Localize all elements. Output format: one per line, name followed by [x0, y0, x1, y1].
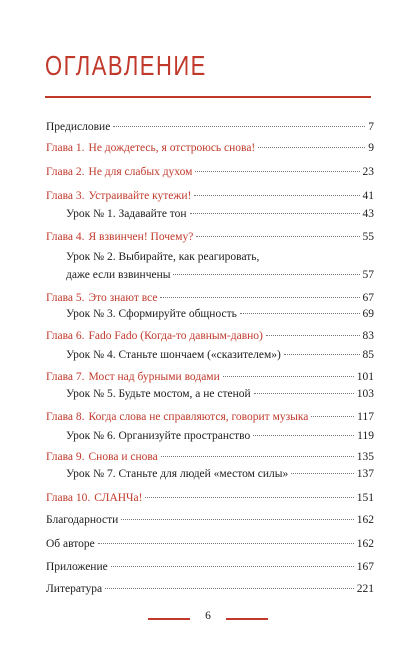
entry-page: 7	[368, 121, 374, 133]
entry-page: 67	[362, 292, 374, 304]
chapter-label: Глава 8.	[46, 411, 85, 423]
entry-title: Мост над бурными водами	[88, 371, 220, 383]
toc-entry-chapter-3[interactable]	[46, 189, 374, 203]
entry-page: 221	[356, 583, 374, 595]
toc-entry-appendix[interactable]	[46, 560, 374, 574]
leader-dots	[161, 456, 354, 457]
entry-page: 23	[362, 166, 374, 178]
entry-page: 135	[356, 451, 374, 463]
title-divider	[45, 96, 371, 98]
toc-entry-acknowledgements[interactable]	[46, 513, 374, 527]
entry-page: 117	[357, 411, 374, 423]
chapter-label: Глава 10.	[46, 492, 91, 504]
footer-rule-right	[226, 618, 268, 620]
entry-title: Урок № 5. Будьте мостом, а не стеной	[66, 388, 251, 400]
leader-dots	[266, 335, 360, 336]
toc-entry-chapter-2[interactable]	[46, 165, 374, 179]
entry-page: 69	[362, 308, 374, 320]
leader-dots	[253, 435, 354, 436]
entry-title: Урок № 1. Задавайте тон	[66, 208, 187, 220]
entry-page: 162	[356, 514, 374, 526]
leader-dots	[173, 274, 359, 275]
entry-title: Урок № 7. Станьте для людей «местом силы»	[66, 468, 289, 480]
entry-title: Литература	[46, 583, 103, 595]
toc-entry-lesson-5[interactable]	[66, 387, 374, 401]
toc-entry-about-author[interactable]	[46, 537, 374, 551]
toc-entry-chapter-8[interactable]	[46, 410, 374, 424]
leader-dots	[223, 376, 354, 377]
leader-dots	[105, 588, 354, 589]
leader-dots	[311, 416, 354, 417]
toc-entry-chapter-4[interactable]	[46, 230, 374, 244]
toc-entry-literature[interactable]	[46, 582, 374, 596]
leader-dots	[145, 497, 353, 498]
toc-entry-chapter-7[interactable]	[46, 370, 374, 384]
entry-title: Урок № 2. Выбирайте, как реагировать,	[66, 251, 260, 263]
leader-dots	[111, 566, 354, 567]
entry-page: 167	[356, 561, 374, 573]
leader-dots	[121, 519, 353, 520]
toc-entry-lesson-1[interactable]	[66, 207, 374, 221]
entry-title-line2: даже если взвинчены	[66, 269, 171, 281]
leader-dots	[196, 236, 359, 237]
entry-page: 41	[362, 190, 374, 202]
entry-page: 101	[356, 371, 374, 383]
chapter-label: Глава 3.	[46, 190, 85, 202]
entry-title: Приложение	[46, 561, 108, 573]
chapter-label: Глава 7.	[46, 371, 85, 383]
leader-dots	[194, 195, 359, 196]
chapter-label: Глава 2.	[46, 166, 85, 178]
entry-page: 151	[356, 492, 374, 504]
chapter-label: Глава 6.	[46, 330, 85, 342]
leader-dots	[284, 354, 360, 355]
leader-dots	[190, 213, 360, 214]
chapter-label: Глава 5.	[46, 292, 85, 304]
page-number: 6	[205, 610, 211, 622]
leader-dots	[291, 473, 354, 474]
leader-dots	[240, 313, 360, 314]
entry-title: Когда слова не справляются, говорит музыка	[88, 411, 309, 423]
entry-title: Устраивайте кутежи!	[88, 190, 192, 202]
leader-dots	[113, 126, 365, 127]
toc-entry-lesson-7[interactable]	[66, 467, 374, 481]
chapter-label: Глава 4.	[46, 231, 85, 243]
entry-title: Не для слабых духом	[88, 166, 193, 178]
toc-entry-lesson-2[interactable]	[66, 250, 374, 282]
leader-dots	[160, 297, 359, 298]
entry-page: 119	[357, 430, 374, 442]
toc-entry-chapter-1[interactable]	[46, 141, 374, 155]
chapter-label: Глава 9.	[46, 451, 85, 463]
page-title: ОГЛАВЛЕНИЕ	[45, 50, 207, 82]
entry-title-continuation	[66, 268, 374, 282]
toc-entry-chapter-5[interactable]	[46, 291, 374, 305]
entry-page: 137	[356, 468, 374, 480]
entry-title: Благодарности	[46, 514, 119, 526]
entry-title: Снова и снова	[88, 451, 158, 463]
entry-title: Не дождетесь, я отстроюсь снова!	[88, 142, 256, 154]
entry-title: Это знают все	[88, 292, 158, 304]
entry-page: 9	[368, 142, 374, 154]
entry-title: Урок № 3. Сформируйте общность	[66, 308, 237, 320]
leader-dots	[258, 147, 365, 148]
leader-dots	[254, 393, 354, 394]
toc-entry-chapter-6[interactable]	[46, 329, 374, 343]
toc-entry-lesson-6[interactable]	[66, 429, 374, 443]
leader-dots	[98, 543, 354, 544]
entry-title: СЛАНЧа!	[94, 492, 143, 504]
entry-title: Урок № 6. Организуйте пространство	[66, 430, 251, 442]
entry-page: 43	[362, 208, 374, 220]
entry-page: 83	[362, 330, 374, 342]
entry-page: 55	[362, 231, 374, 243]
toc-entry-chapter-10[interactable]	[46, 491, 374, 505]
toc-entry-preface[interactable]	[46, 120, 374, 134]
toc-entry-lesson-4[interactable]	[66, 348, 374, 362]
entry-title: Fado Fado (Когда-то давным-давно)	[88, 330, 263, 342]
chapter-label: Глава 1.	[46, 142, 85, 154]
page-footer	[0, 610, 416, 626]
toc-entry-lesson-3[interactable]	[66, 307, 374, 321]
entry-page: 85	[362, 349, 374, 361]
entry-title: Я взвинчен! Почему?	[88, 231, 194, 243]
toc-entry-chapter-9[interactable]	[46, 450, 374, 464]
entry-title: Об авторе	[46, 538, 95, 550]
entry-title: Урок № 4. Станьте шончаем («сказителем»)	[66, 349, 281, 361]
entry-page: 103	[356, 388, 374, 400]
entry-title: Предисловие	[46, 121, 111, 133]
entry-page: 162	[356, 538, 374, 550]
entry-page: 57	[362, 269, 374, 281]
leader-dots	[195, 171, 359, 172]
